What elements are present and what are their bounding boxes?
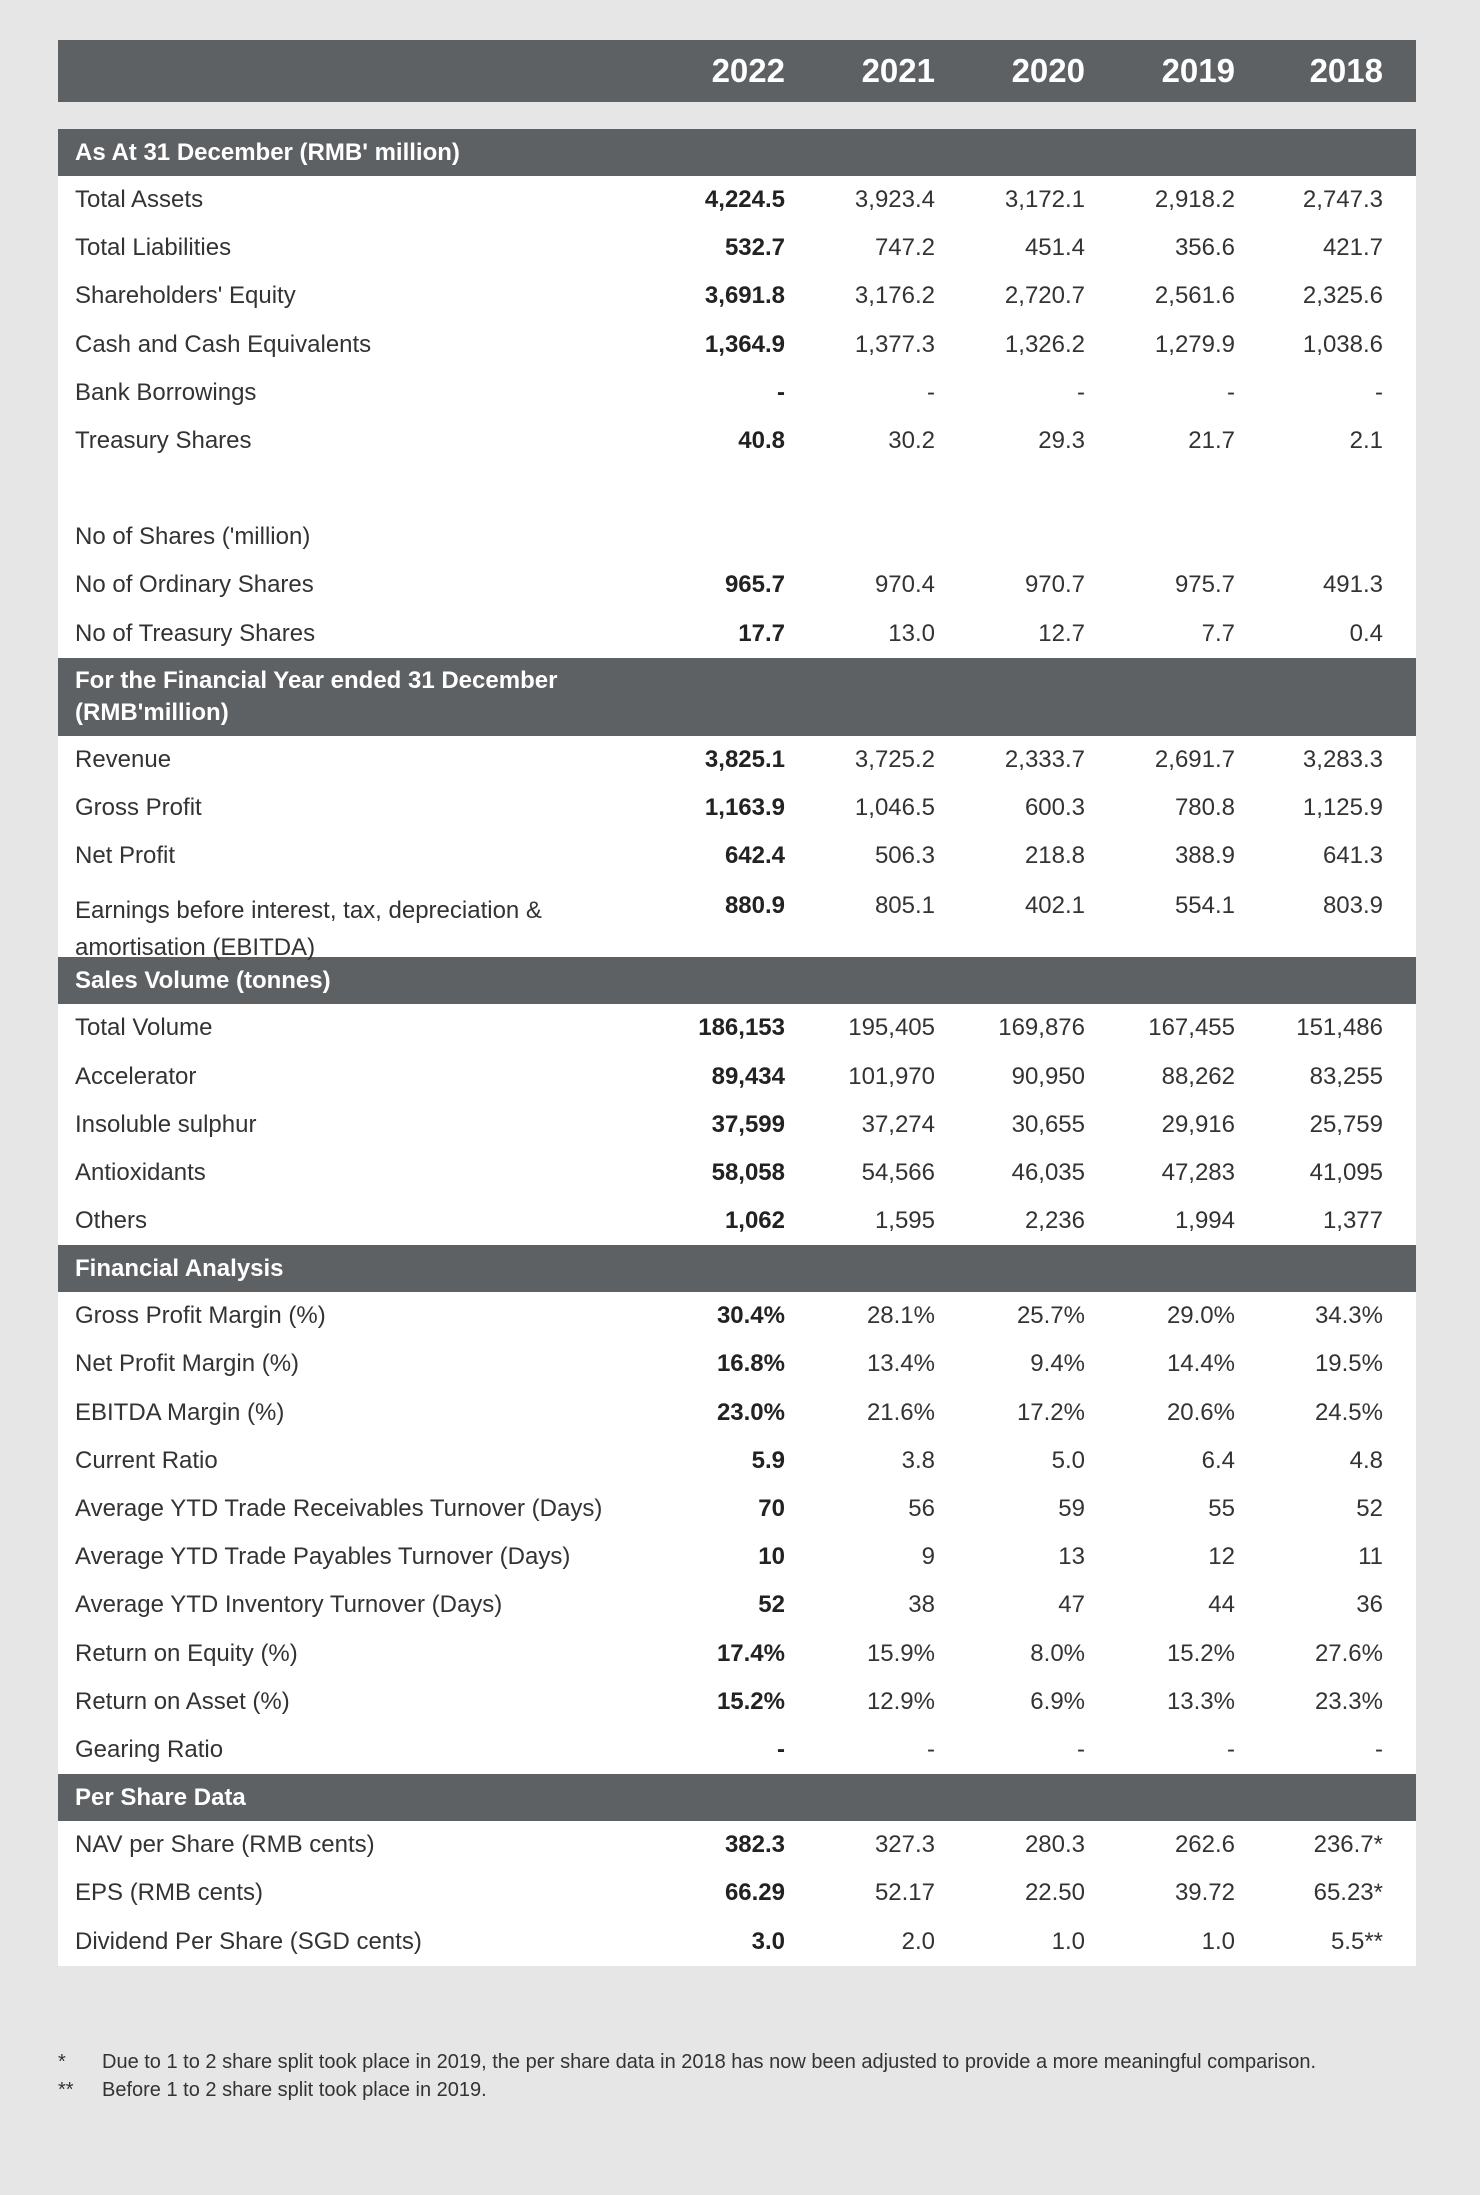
cell-2019: 780.8 <box>1174 793 1235 821</box>
row-label-line: Net Profit Margin (%) <box>75 1350 300 1378</box>
cell-2022: 23.0% <box>716 1398 785 1426</box>
row-label-line: Average YTD Trade Payables Turnover (Days) <box>75 1543 571 1571</box>
row-label-line: EBITDA Margin (%) <box>75 1398 285 1426</box>
cell-2021: - <box>927 1735 935 1763</box>
cell-2018: 421.7 <box>1322 234 1383 262</box>
cell-2022: 16.8% <box>716 1350 785 1378</box>
section-title-line: Per Share Data <box>75 1783 246 1811</box>
cell-2019: 55 <box>1208 1495 1235 1523</box>
footnote-text: Due to 1 to 2 share split took place in 2019, the per share data in 2018 has now been adjusted to provide a more meaningful comparison. <box>102 2051 1317 2073</box>
table-row <box>58 1101 1416 1149</box>
cell-2020: - <box>1077 378 1085 406</box>
cell-2020: 1,326.2 <box>1004 330 1085 358</box>
cell-2018: 1,377 <box>1322 1207 1383 1235</box>
cell-2022: 89,434 <box>711 1062 785 1090</box>
row-label <box>58 234 648 262</box>
cell-2021: 506.3 <box>874 842 935 870</box>
section-header <box>58 129 1416 176</box>
cell-2022: 58,058 <box>711 1158 785 1186</box>
cell-2021: 3,923.4 <box>854 186 935 214</box>
row-label-line: Cash and Cash Equivalents <box>75 330 372 358</box>
row-label-line: Others <box>75 1207 148 1235</box>
footnote-text: Before 1 to 2 share split took place in 2019. <box>102 2079 487 2101</box>
cell-2020: 30,655 <box>1011 1110 1085 1138</box>
table-row <box>58 369 1416 417</box>
cell-2022: 40.8 <box>738 427 785 455</box>
cell-2022: 4,224.5 <box>704 186 785 214</box>
cell-2018: 83,255 <box>1309 1062 1383 1090</box>
cell-2019: 20.6% <box>1166 1398 1235 1426</box>
cell-2019: 388.9 <box>1174 842 1235 870</box>
cell-2022: 17.7 <box>738 619 785 647</box>
cell-2019: 2,918.2 <box>1154 186 1235 214</box>
cell-2020: 1.0 <box>1051 1927 1085 1955</box>
cell-2021: 30.2 <box>888 427 935 455</box>
cell-2021: 195,405 <box>848 1014 935 1042</box>
cell-2019: 29,916 <box>1161 1110 1235 1138</box>
row-label <box>58 1350 648 1378</box>
cell-2019: 1,279.9 <box>1154 330 1235 358</box>
cell-2020: 451.4 <box>1024 234 1085 262</box>
cell-2021: 1,046.5 <box>854 793 935 821</box>
cell-2019: 47,283 <box>1161 1158 1235 1186</box>
table-row <box>58 321 1416 369</box>
cell-2022: 70 <box>758 1495 785 1523</box>
cell-2020: 29.3 <box>1038 427 1085 455</box>
row-label-line: Accelerator <box>75 1062 197 1090</box>
cell-2019: 262.6 <box>1174 1831 1235 1859</box>
cell-2018: 491.3 <box>1322 571 1383 599</box>
footnote <box>58 2048 1388 2076</box>
cell-2019: 975.7 <box>1174 571 1235 599</box>
row-label <box>58 746 648 774</box>
cell-2018: 151,486 <box>1296 1014 1383 1042</box>
cell-2022: 1,163.9 <box>704 793 785 821</box>
cell-2022: 880.9 <box>724 892 785 920</box>
row-label-line: Antioxidants <box>75 1158 206 1186</box>
year-2018: 2018 <box>1309 52 1383 89</box>
section-title <box>58 967 758 995</box>
year-header <box>58 40 1416 102</box>
cell-2018: 641.3 <box>1322 842 1383 870</box>
cell-2019: 1,994 <box>1174 1207 1235 1235</box>
cell-2018: 25,759 <box>1309 1110 1383 1138</box>
row-label-line: Total Assets <box>75 186 204 214</box>
row-label-line: Average YTD Inventory Turnover (Days) <box>75 1591 503 1619</box>
cell-2021: 2.0 <box>901 1927 935 1955</box>
cell-2021: 56 <box>908 1495 935 1523</box>
cell-2019: 29.0% <box>1166 1302 1235 1330</box>
row-label-line: EPS (RMB cents) <box>75 1879 264 1907</box>
cell-2019: 88,262 <box>1161 1062 1235 1090</box>
cell-2018: 27.6% <box>1314 1639 1383 1667</box>
row-label-line: Total Volume <box>75 1014 213 1042</box>
section-title-line: As At 31 December (RMB' million) <box>75 138 460 166</box>
table-row <box>58 176 1416 224</box>
cell-2022: 10 <box>758 1543 785 1571</box>
table-row <box>58 272 1416 320</box>
cell-2018: 65.23* <box>1313 1879 1383 1907</box>
table-row <box>58 224 1416 272</box>
table-row <box>58 1340 1416 1388</box>
row-label <box>58 1399 648 1427</box>
cell-2018: 11 <box>1358 1543 1383 1571</box>
section-title-line: Financial Analysis <box>75 1254 284 1282</box>
cell-2020: 6.9% <box>1030 1687 1085 1715</box>
cell-2021: 1,377.3 <box>854 330 935 358</box>
year-2020: 2020 <box>1011 52 1085 89</box>
row-label <box>58 1543 648 1571</box>
cell-2022: 66.29 <box>724 1879 785 1907</box>
cell-2018: 24.5% <box>1314 1398 1383 1426</box>
cell-2020: 218.8 <box>1024 842 1085 870</box>
table-row <box>58 880 1416 962</box>
cell-2022: 52 <box>758 1591 785 1619</box>
row-spacer <box>58 465 1416 513</box>
row-label <box>58 1111 648 1139</box>
row-label-line: Total Liabilities <box>75 234 232 262</box>
cell-2020: 402.1 <box>1024 892 1085 920</box>
cell-2021: 101,970 <box>848 1062 935 1090</box>
cell-2020: 25.7% <box>1016 1302 1085 1330</box>
cell-2022: 30.4% <box>716 1302 785 1330</box>
cell-2018: 236.7* <box>1313 1831 1383 1859</box>
cell-2018: 0.4 <box>1349 619 1383 647</box>
row-label <box>58 794 648 822</box>
cell-2021: 327.3 <box>874 1831 935 1859</box>
row-label-line: NAV per Share (RMB cents) <box>75 1831 375 1859</box>
cell-2022: 1,364.9 <box>704 330 785 358</box>
table-row <box>58 1389 1416 1437</box>
row-label <box>58 880 648 966</box>
cell-2018: 36 <box>1356 1591 1383 1619</box>
cell-2018: 1,038.6 <box>1302 330 1383 358</box>
cell-2021: 3,176.2 <box>854 282 935 310</box>
cell-2021: 37,274 <box>861 1110 935 1138</box>
cell-2021: 970.4 <box>874 571 935 599</box>
cell-2020: 22.50 <box>1024 1879 1085 1907</box>
cell-2022: 3,691.8 <box>704 282 785 310</box>
row-label <box>58 1831 648 1859</box>
year-2021: 2021 <box>861 52 935 89</box>
row-label-line: Return on Asset (%) <box>75 1687 290 1715</box>
footnote-mark: * <box>58 2051 66 2073</box>
table-row <box>58 1004 1416 1052</box>
table-row <box>58 1581 1416 1629</box>
row-label <box>58 379 648 407</box>
footnote-mark: ** <box>58 2079 74 2101</box>
cell-2019: 15.2% <box>1166 1639 1235 1667</box>
financial-highlights-table <box>58 40 1416 1966</box>
section-title <box>58 1784 758 1812</box>
year-2022: 2022 <box>711 52 785 89</box>
cell-2018: 803.9 <box>1322 892 1383 920</box>
cell-2019: 554.1 <box>1174 892 1235 920</box>
table-row <box>58 417 1416 465</box>
row-label <box>58 523 648 551</box>
table-row <box>58 1485 1416 1533</box>
row-label-line: Gross Profit Margin (%) <box>75 1302 326 1330</box>
table-row <box>58 610 1416 658</box>
cell-2021: 13.4% <box>866 1350 935 1378</box>
table-row <box>58 513 1416 561</box>
cell-2020: 280.3 <box>1024 1831 1085 1859</box>
cell-2021: 805.1 <box>874 892 935 920</box>
cell-2021: 13.0 <box>888 619 935 647</box>
row-label <box>58 282 648 310</box>
section-header <box>58 1245 1416 1292</box>
row-label <box>58 1495 648 1523</box>
cell-2021: - <box>927 378 935 406</box>
cell-2022: 186,153 <box>698 1014 785 1042</box>
table-body <box>58 129 1416 1966</box>
cell-2018: 19.5% <box>1314 1350 1383 1378</box>
row-label-line: Insoluble sulphur <box>75 1110 257 1138</box>
section-title <box>58 665 758 729</box>
row-label-line: No of Ordinary Shares <box>75 571 314 599</box>
row-label-line: Earnings before interest, tax, depreciation & <box>75 897 542 925</box>
footnotes <box>58 2048 1388 2104</box>
cell-2019: 21.7 <box>1188 427 1235 455</box>
row-label-line: amortisation (EBITDA) <box>75 934 316 962</box>
cell-2020: 3,172.1 <box>1004 186 1085 214</box>
cell-2020: 5.0 <box>1051 1446 1085 1474</box>
cell-2021: 38 <box>908 1591 935 1619</box>
cell-2021: 52.17 <box>874 1879 935 1907</box>
section-title <box>58 139 758 167</box>
row-label-line: No of Treasury Shares <box>75 619 316 647</box>
cell-2021: 28.1% <box>866 1302 935 1330</box>
row-label-line: Gross Profit <box>75 793 202 821</box>
table-row <box>58 1197 1416 1245</box>
cell-2020: 47 <box>1058 1591 1085 1619</box>
row-label <box>58 186 648 214</box>
row-label <box>58 1688 648 1716</box>
cell-2020: 2,236 <box>1024 1207 1085 1235</box>
table-row <box>58 561 1416 609</box>
cell-2022: - <box>777 378 785 406</box>
cell-2020: 46,035 <box>1011 1158 1085 1186</box>
cell-2019: 14.4% <box>1166 1350 1235 1378</box>
row-label <box>58 1159 648 1187</box>
cell-2019: 1.0 <box>1201 1927 1235 1955</box>
cell-2019: 13.3% <box>1166 1687 1235 1715</box>
cell-2021: 747.2 <box>874 234 935 262</box>
table-row <box>58 1726 1416 1774</box>
cell-2019: 44 <box>1208 1591 1235 1619</box>
row-label-line: Shareholders' Equity <box>75 282 296 310</box>
cell-2018: 52 <box>1356 1495 1383 1523</box>
cell-2020: - <box>1077 1735 1085 1763</box>
table-row <box>58 1149 1416 1197</box>
row-label-line: Dividend Per Share (SGD cents) <box>75 1927 422 1955</box>
table-row <box>58 1052 1416 1100</box>
cell-2020: 970.7 <box>1024 571 1085 599</box>
table-row <box>58 736 1416 784</box>
cell-2020: 600.3 <box>1024 793 1085 821</box>
cell-2019: 39.72 <box>1174 1879 1235 1907</box>
cell-2020: 2,720.7 <box>1004 282 1085 310</box>
year-2019: 2019 <box>1161 52 1235 89</box>
cell-2020: 9.4% <box>1030 1350 1085 1378</box>
cell-2019: 2,691.7 <box>1154 745 1235 773</box>
row-label <box>58 427 648 455</box>
cell-2020: 90,950 <box>1011 1062 1085 1090</box>
row-label-line: Net Profit <box>75 842 176 870</box>
row-label <box>58 571 648 599</box>
cell-2019: - <box>1227 1735 1235 1763</box>
section-title-line: For the Financial Year ended 31 December <box>75 666 558 694</box>
cell-2019: 6.4 <box>1201 1446 1235 1474</box>
cell-2019: - <box>1227 378 1235 406</box>
section-title-line: (RMB'million) <box>75 698 229 726</box>
cell-2020: 13 <box>1058 1543 1085 1571</box>
table-row <box>58 1869 1416 1917</box>
cell-2022: 382.3 <box>724 1831 785 1859</box>
row-label <box>58 1928 648 1956</box>
row-label <box>58 1879 648 1907</box>
cell-2018: 23.3% <box>1314 1687 1383 1715</box>
table-row <box>58 1821 1416 1869</box>
row-label-line: Current Ratio <box>75 1446 218 1474</box>
table-row <box>58 1630 1416 1678</box>
cell-2020: 12.7 <box>1038 619 1085 647</box>
table-row <box>58 1292 1416 1340</box>
cell-2020: 8.0% <box>1030 1639 1085 1667</box>
cell-2022: 3,825.1 <box>704 745 785 773</box>
cell-2022: 532.7 <box>724 234 785 262</box>
cell-2022: - <box>777 1735 785 1763</box>
cell-2021: 15.9% <box>866 1639 935 1667</box>
row-label-line: Revenue <box>75 745 172 773</box>
section-title <box>58 1255 758 1283</box>
cell-2022: 642.4 <box>724 842 785 870</box>
row-label <box>58 842 648 870</box>
row-label <box>58 1063 648 1091</box>
cell-2018: 41,095 <box>1309 1158 1383 1186</box>
table-row <box>58 1437 1416 1485</box>
row-label-line: Average YTD Trade Receivables Turnover (Days) <box>75 1495 603 1523</box>
cell-2020: 2,333.7 <box>1004 745 1085 773</box>
section-header <box>58 1774 1416 1821</box>
row-label-line: No of Shares ('million) <box>75 523 311 551</box>
cell-2018: 5.5** <box>1330 1927 1383 1955</box>
cell-2022: 1,062 <box>724 1207 785 1235</box>
cell-2018: 2.1 <box>1349 427 1383 455</box>
row-label <box>58 1736 648 1764</box>
cell-2018: 34.3% <box>1314 1302 1383 1330</box>
cell-2021: 1,595 <box>874 1207 935 1235</box>
cell-2019: 167,455 <box>1148 1014 1235 1042</box>
row-label <box>58 1207 648 1235</box>
cell-2021: 21.6% <box>866 1398 935 1426</box>
cell-2019: 7.7 <box>1201 619 1235 647</box>
row-label <box>58 1640 648 1668</box>
row-label <box>58 1591 648 1619</box>
row-label <box>58 620 648 648</box>
cell-2021: 54,566 <box>861 1158 935 1186</box>
cell-2021: 3.8 <box>901 1446 935 1474</box>
footnote <box>58 2076 1388 2104</box>
row-label <box>58 331 648 359</box>
cell-2021: 12.9% <box>866 1687 935 1715</box>
row-label-line: Treasury Shares <box>75 427 252 455</box>
row-label <box>58 1302 648 1330</box>
cell-2022: 37,599 <box>711 1110 785 1138</box>
cell-2022: 3.0 <box>751 1927 785 1955</box>
cell-2022: 965.7 <box>724 571 785 599</box>
table-row <box>58 1533 1416 1581</box>
section-header <box>58 658 1416 736</box>
cell-2021: 3,725.2 <box>854 745 935 773</box>
cell-2020: 17.2% <box>1016 1398 1085 1426</box>
table-row <box>58 1678 1416 1726</box>
section-title-line: Sales Volume (tonnes) <box>75 966 331 994</box>
cell-2021: 9 <box>921 1543 935 1571</box>
table-row <box>58 1917 1416 1965</box>
cell-2018: 2,747.3 <box>1302 186 1383 214</box>
cell-2018: 2,325.6 <box>1302 282 1383 310</box>
cell-2018: - <box>1375 1735 1383 1763</box>
row-label-line: Gearing Ratio <box>75 1735 224 1763</box>
cell-2022: 17.4% <box>716 1639 785 1667</box>
cell-2018: 4.8 <box>1349 1446 1383 1474</box>
row-label-line: Return on Equity (%) <box>75 1639 298 1667</box>
cell-2019: 356.6 <box>1174 234 1235 262</box>
cell-2018: - <box>1375 378 1383 406</box>
row-label-line: Bank Borrowings <box>75 378 257 406</box>
cell-2019: 12 <box>1208 1543 1235 1571</box>
table-row <box>58 832 1416 880</box>
row-label <box>58 1447 648 1475</box>
cell-2019: 2,561.6 <box>1154 282 1235 310</box>
cell-2020: 59 <box>1058 1495 1085 1523</box>
cell-2018: 1,125.9 <box>1302 793 1383 821</box>
cell-2018: 3,283.3 <box>1302 745 1383 773</box>
cell-2022: 5.9 <box>751 1446 785 1474</box>
cell-2022: 15.2% <box>716 1687 785 1715</box>
table-row <box>58 784 1416 832</box>
cell-2020: 169,876 <box>998 1014 1085 1042</box>
row-label <box>58 1014 648 1042</box>
